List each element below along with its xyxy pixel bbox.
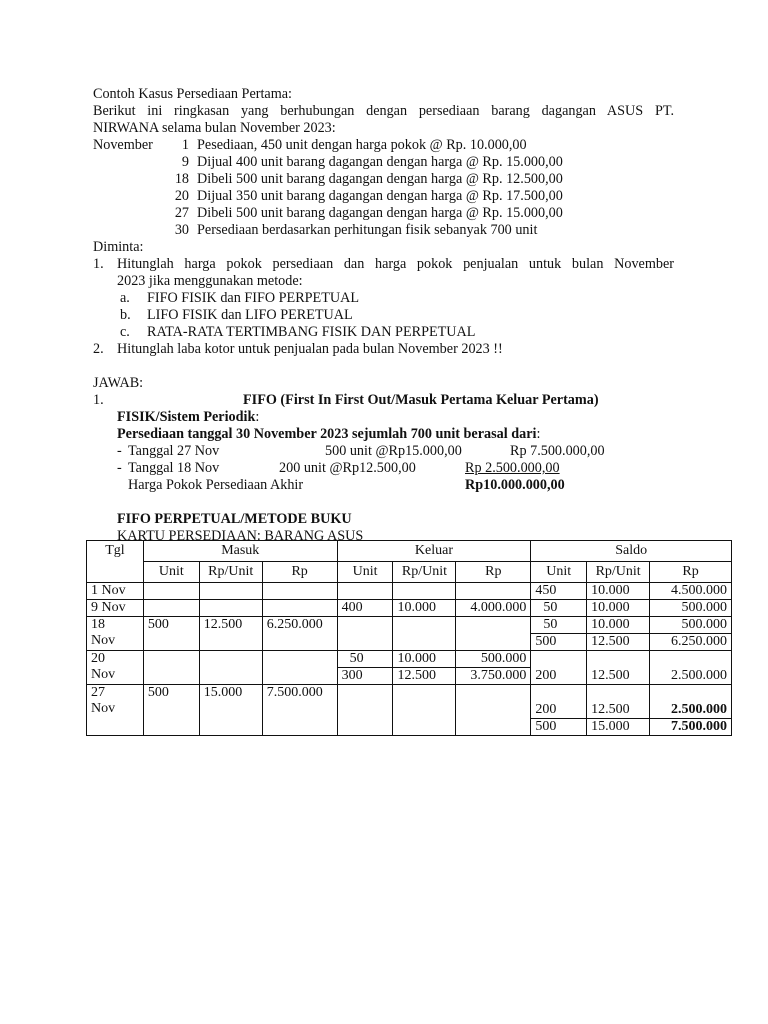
- subheader-rp: Rp: [456, 562, 531, 583]
- row-quantity: 500 unit @Rp15.000,00: [325, 443, 462, 459]
- inventory-card-table: [86, 540, 732, 736]
- option-letter: c.: [120, 324, 130, 340]
- option-text: LIFO FISIK dan LIFO PERETUAL: [147, 307, 353, 323]
- table-row: [87, 651, 732, 668]
- transaction-day: 1: [181, 137, 189, 153]
- cell-keluar-unit: 400: [337, 600, 393, 617]
- persediaan-line: [117, 426, 540, 443]
- cell-saldo-rp: 2.500.000: [650, 685, 732, 719]
- cell-keluar-unit: 300: [337, 668, 393, 685]
- header-tgl: Tgl: [87, 541, 144, 583]
- row-dash: -: [117, 443, 122, 459]
- option-letter: a.: [120, 290, 130, 306]
- transaction-day: 9: [181, 154, 189, 170]
- table-subheader-row: [87, 562, 732, 583]
- cell-saldo-rp: 6.250.000: [650, 634, 732, 651]
- transaction-day: 27: [174, 205, 189, 221]
- header-masuk: Masuk: [143, 541, 337, 562]
- row-total: Rp 2.500.000,00: [465, 460, 560, 476]
- subheader-rp: Rp: [650, 562, 732, 583]
- cell-masuk-unit: 500: [143, 685, 199, 736]
- cell-keluar-rp: 500.000: [456, 651, 531, 668]
- row-label: Tanggal 27 Nov: [128, 443, 220, 459]
- subheader-rp-unit: Rp/Unit: [199, 562, 262, 583]
- transaction-text: Dijual 400 unit barang dagangan dengan harga @ Rp. 15.000,00: [197, 154, 563, 170]
- cell-masuk-rp: 6.250.000: [262, 617, 337, 651]
- cell-saldo-unit: 200: [531, 651, 587, 685]
- cell-date-month: Nov: [91, 701, 116, 716]
- subheader-rp-unit: Rp/Unit: [393, 562, 456, 583]
- cell-saldo-unit: 50: [531, 617, 587, 634]
- cell-date: [87, 685, 144, 736]
- case-description-line-2: NIRWANA selama bulan November 2023:: [93, 120, 336, 136]
- cell-saldo-unit: 500: [531, 719, 587, 736]
- cell-keluar-price: 10.000: [393, 651, 456, 668]
- cell-date-day: 27: [91, 685, 105, 700]
- diminta-label: Diminta:: [93, 239, 144, 255]
- cell-saldo-price: 10.000: [587, 583, 650, 600]
- transaction-text: Dijual 350 unit barang dagangan dengan harga @ Rp. 17.500,00: [197, 188, 563, 204]
- cell-date-day: 20: [91, 651, 105, 666]
- cell-date: 9 Nov: [87, 600, 144, 617]
- cell-date-month: Nov: [91, 667, 116, 682]
- fifo-heading: FIFO (First In First Out/Masuk Pertama Keluar Pertama): [243, 392, 599, 408]
- option-text: RATA-RATA TERTIMBANG FISIK DAN PERPETUAL: [147, 324, 476, 340]
- transaction-day: 20: [174, 188, 189, 204]
- cell-saldo-unit: 500: [531, 634, 587, 651]
- answer-number: 1.: [93, 392, 104, 408]
- cell-saldo-rp: 2.500.000: [650, 651, 732, 685]
- subheader-rp: Rp: [262, 562, 337, 583]
- subheader-unit: Unit: [337, 562, 393, 583]
- cell-saldo-rp: 4.500.000: [650, 583, 732, 600]
- cell-keluar-rp: 3.750.000: [456, 668, 531, 685]
- question-number: 1.: [93, 256, 104, 272]
- kartu-title: KARTU PERSEDIAAN: BARANG ASUS: [117, 528, 364, 544]
- subheader-unit: Unit: [531, 562, 587, 583]
- persediaan-colon: :: [536, 426, 541, 442]
- cell-masuk-price: 12.500: [199, 617, 262, 651]
- subheader-unit: Unit: [143, 562, 199, 583]
- question-number: 2.: [93, 341, 104, 357]
- row-dash: -: [117, 460, 122, 476]
- table-row: [87, 617, 732, 634]
- cell-saldo-price: 12.500: [587, 685, 650, 719]
- cell-masuk-unit: 500: [143, 617, 199, 651]
- cell-date: [87, 651, 144, 685]
- case-description-line-1: Berikut ini ringkasan yang berhubungan dengan persediaan barang dagangan ASUS PT.: [93, 103, 674, 119]
- table-row: [87, 600, 732, 617]
- table-row: [87, 685, 732, 719]
- fisik-heading-line: [117, 409, 259, 426]
- question-2-text: Hitunglah laba kotor untuk penjualan pada bulan November 2023 !!: [117, 341, 503, 357]
- month-label: November: [93, 137, 153, 153]
- cell-saldo-unit: 50: [531, 600, 587, 617]
- cell-saldo-price: 10.000: [587, 600, 650, 617]
- transaction-text: Persediaan berdasarkan perhitungan fisik sebanyak 700 unit: [197, 222, 538, 238]
- cell-saldo-rp: 7.500.000: [650, 719, 732, 736]
- subheader-rp-unit: Rp/Unit: [587, 562, 650, 583]
- harga-pokok-total: Rp10.000.000,00: [465, 477, 565, 493]
- cell-keluar-price: 12.500: [393, 668, 456, 685]
- question-1-line-1: Hitunglah harga pokok persediaan dan harga pokok penjualan untuk bulan November: [117, 256, 674, 272]
- fisik-heading: FISIK/Sistem Periodik: [117, 409, 256, 425]
- option-letter: b.: [120, 307, 131, 323]
- row-label: Tanggal 18 Nov: [128, 460, 220, 476]
- harga-pokok-label: Harga Pokok Persediaan Akhir: [128, 477, 304, 493]
- option-text: FIFO FISIK dan FIFO PERPETUAL: [147, 290, 360, 306]
- cell-saldo-price: 12.500: [587, 634, 650, 651]
- perpetual-heading: FIFO PERPETUAL/METODE BUKU: [117, 511, 352, 527]
- table-header-row: [87, 541, 732, 562]
- header-saldo: Saldo: [531, 541, 732, 562]
- transaction-text: Pesediaan, 450 unit dengan harga pokok @ Rp. 10.000,00: [197, 137, 527, 153]
- cell-saldo-price: 10.000: [587, 617, 650, 634]
- cell-saldo-unit: 200: [531, 685, 587, 719]
- cell-date: [87, 617, 144, 651]
- cell-keluar-price: 10.000: [393, 600, 456, 617]
- cell-saldo-rp: 500.000: [650, 600, 732, 617]
- transaction-text: Dibeli 500 unit barang dagangan dengan harga @ Rp. 15.000,00: [197, 205, 563, 221]
- transaction-day: 18: [174, 171, 189, 187]
- cell-saldo-rp: 500.000: [650, 617, 732, 634]
- jawab-label: JAWAB:: [93, 375, 144, 391]
- cell-saldo-price: 12.500: [587, 651, 650, 685]
- transaction-day: 30: [174, 222, 189, 238]
- transaction-text: Dibeli 500 unit barang dagangan dengan harga @ Rp. 12.500,00: [197, 171, 563, 187]
- question-1-line-2: 2023 jika menggunakan metode:: [117, 273, 303, 289]
- row-quantity: 200 unit @Rp12.500,00: [279, 460, 416, 476]
- fisik-colon: :: [255, 409, 260, 425]
- cell-keluar-rp: 4.000.000: [456, 600, 531, 617]
- cell-date-day: 18: [91, 617, 105, 632]
- cell-saldo-unit: 450: [531, 583, 587, 600]
- table-row: [87, 583, 732, 600]
- cell-date: 1 Nov: [87, 583, 144, 600]
- row-total: Rp 7.500.000,00: [510, 443, 605, 459]
- cell-masuk-rp: 7.500.000: [262, 685, 337, 736]
- persediaan-text: Persediaan tanggal 30 November 2023 sejumlah 700 unit berasal dari: [117, 426, 537, 442]
- cell-masuk-price: 15.000: [199, 685, 262, 736]
- cell-saldo-price: 15.000: [587, 719, 650, 736]
- header-keluar: Keluar: [337, 541, 531, 562]
- case-title: Contoh Kasus Persediaan Pertama:: [93, 86, 292, 102]
- cell-keluar-unit: 50: [337, 651, 393, 668]
- cell-date-month: Nov: [91, 633, 116, 648]
